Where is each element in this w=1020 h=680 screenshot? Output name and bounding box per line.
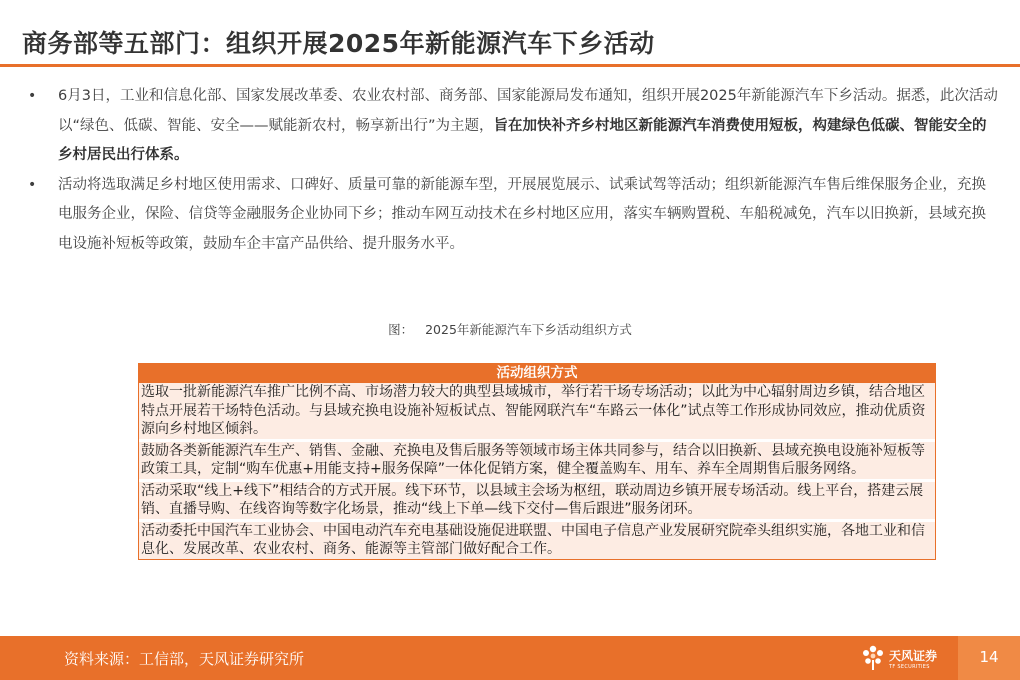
bullet-marker: •	[28, 88, 37, 104]
logo-name: 天风证券	[889, 649, 938, 663]
activity-table	[138, 363, 936, 560]
bullet-item	[24, 82, 1000, 171]
bullet-list	[24, 82, 1000, 259]
bullet-marker: •	[28, 176, 37, 193]
flower-icon	[860, 644, 886, 672]
bullet-text: 6月3日，工业和信息化部、国家发展改革委、农业农村部、商务部、国家能源局发布通知，组织开展2025年新能源汽车下乡活动。据悉，此次活动以“绿色、低碳、智能、安全——赋能新农村，畅享新出行”为主题，	[58, 88, 998, 134]
figure-caption-text: 2025年新能源汽车下乡活动组织方式	[425, 322, 632, 337]
table-row: 选取一批新能源汽车推广比例不高、市场潜力较大的典型县域城市，举行若干场专场活动；以此为中心辐射周边乡镇，结合地区特点开展若干场特色活动。与县域充换电设施补短板试点、智能网联汽车“车路云一体化”试点等工作形成协同效应，推动优质资源向乡村地区倾斜。	[139, 383, 935, 439]
page-title: 商务部等五部门：组织开展2025年新能源汽车下乡活动	[22, 29, 655, 58]
title-divider	[0, 64, 1020, 67]
table-row: 鼓励各类新能源汽车生产、销售、金融、充换电及售后服务等领域市场主体共同参与，结合以旧换新、县域充换电设施补短板等政策工具，定制“购车优惠+用能支持+服务保障”一体化促销方案，健全覆盖购车、用车、养车全周期售后服务网络。	[139, 442, 935, 479]
page-number: 14	[979, 648, 999, 666]
figure-caption	[0, 320, 1020, 338]
table-row: 活动委托中国汽车工业协会、中国电动汽车充电基础设施促进联盟、中国电子信息产业发展研究院牵头组织实施，各地工业和信息化、发展改革、农业农村、商务、能源等主管部门做好配合工作。	[139, 522, 935, 559]
table-header: 活动组织方式	[139, 364, 935, 383]
source-note: 资料来源：工信部，天风证券研究所	[64, 650, 305, 668]
table-row: 活动采取“线上+线下”相结合的方式开展。线下环节，以县域主会场为枢纽，联动周边乡镇开展专场活动。线上平台，搭建云展销、直播导购、在线咨询等数字化场景，推动“线上下单—线下交付—售后跟进”服务闭环。	[139, 482, 935, 519]
company-logo	[860, 644, 950, 674]
logo-subname: TF SECURITIES	[889, 664, 930, 670]
figure-label: 图：	[388, 322, 414, 337]
bullet-text: 活动将选取满足乡村地区使用需求、口碑好、质量可靠的新能源车型，开展展览展示、试乘试驾等活动；组织新能源汽车售后维保服务企业，充换电服务企业，保险、信贷等金融服务企业协同下乡；推动车网互动技术在乡村地区应用，落实车辆购置税、车船税减免，汽车以旧换新，县域充换电设施补短板等政策，鼓励车企丰富产品供给、提升服务水平。	[58, 176, 986, 252]
page-number-tab	[958, 636, 1020, 680]
bullet-bold-text: 旨在加快补齐乡村地区新能源汽车消费使用短板，构建绿色低碳、智能安全的乡村居民出行体系。	[58, 117, 987, 163]
bullet-item	[24, 171, 1000, 260]
footer-bar	[0, 636, 1020, 680]
